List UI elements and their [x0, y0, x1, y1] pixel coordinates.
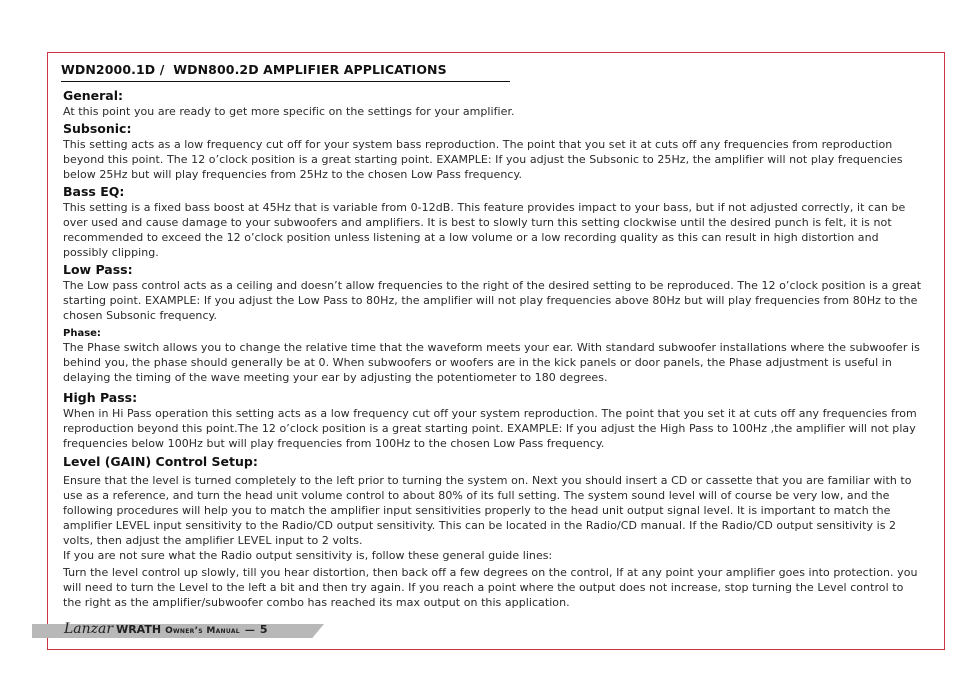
section-text-phase: The Phase switch allows you to change the relative time that the waveform meets your ear. With standard subwoofer installations where the subwoofer is behind you, the phase should generally be at 0. When subwoofers or woofers are in the kick panels or door panels, the Phase adjustment is useful in delaying the timing of the wave meeting your ear by adjusting the potentiometer to 180 degrees. [63, 341, 920, 384]
section-bass-eq [63, 184, 923, 260]
section-high-pass [63, 390, 923, 451]
section-low-pass [63, 262, 923, 323]
section-text-bass-eq: This setting is a fixed bass boost at 45Hz that is variable from 0-12dB. This feature provides impact to your bass, but if not adjusted correctly, it can be over used and cause damage to your subwoofers and amplifiers. It is best to slowly turn this setting clockwise until the desired punch is felt, it is not recommended to exceed the 12 o’clock position unless listening at a low volume or a low recording quality as this can result in high distortion and possibly clipping. [63, 201, 906, 259]
section-phase [63, 327, 923, 385]
document-body [63, 88, 923, 610]
section-heading-level-gain: Level (GAIN) Control Setup: [63, 454, 258, 469]
section-general [63, 88, 923, 119]
section-level-gain [63, 454, 923, 610]
section-text-level-gain-2: If you are not sure what the Radio output sensitivity is, follow these general guide lines: [63, 549, 553, 562]
manual-label: Owner’s Manual [165, 626, 240, 636]
title-underline [61, 81, 510, 82]
section-text-low-pass: The Low pass control acts as a ceiling and doesn’t allow frequencies to the right of the desired setting to be reproduced. The 12 o’clock position is a great starting point. EXAMPLE: If you adjust the Low Pass to 80Hz, the amplifier will not play frequencies above 80Hz but will play frequencies from 80Hz to the chosen Subsonic frequency. [63, 279, 922, 322]
product-name: WRATH [116, 623, 162, 636]
section-heading-high-pass: High Pass: [63, 390, 138, 405]
section-text-level-gain-1: Ensure that the level is turned completely to the left prior to turning the system on. Next you should insert a CD or cassette that you are familiar with to use as a reference, and turn the head unit volume control to about 80% of its full setting. The system sound level will of course be very low, and the following procedures will help you to match the amplifier input sensitivities properly to the head unit output signal level. It is important to match the amplifier LEVEL input sensitivity to the Radio/CD output sensitivity. This can be located in the Radio/CD manual. If the Radio/CD output sensitivity is 2 volts, then adjust the amplifier LEVEL input to 2 volts. [63, 474, 912, 547]
brand-logo: Lanzar [64, 621, 114, 637]
section-heading-subsonic: Subsonic: [63, 121, 132, 136]
section-heading-phase: Phase: [63, 328, 101, 339]
section-text-subsonic: This setting acts as a low frequency cut off for your system bass reproduction. The point that you set it at cuts off any frequencies from reproduction beyond this point. The 12 o’clock position is a great starting point. EXAMPLE: If you adjust the Subsonic to 25Hz, the amplifier will not play frequencies below 25Hz but will play frequencies from 25Hz to the chosen Low Pass frequency. [63, 138, 903, 181]
page-number: 5 [259, 623, 268, 636]
footer-separator: — [244, 625, 255, 636]
section-text-level-gain-3: Turn the level control up slowly, till you hear distortion, then back off a few degrees on the control, If at any point your amplifier goes into protection. you will need to turn the Level to the left a bit and then try again. If you reach a point where the output does not increase, stop turning the Level control to the right as the amplifier/subwoofer combo has reached its max output on this application. [63, 566, 918, 609]
page-footer [64, 621, 268, 639]
section-text-high-pass: When in Hi Pass operation this setting acts as a low frequency cut off your system reproduction. The point that you set it at cuts off any frequencies from reproduction beyond this point.The 12 o’clock position is a great starting point. EXAMPLE: If you adjust the High Pass to 100Hz ,the amplifier will not play frequencies below 100Hz but will play frequencies from 100Hz to the chosen Low Pass frequency. [63, 407, 917, 450]
section-text-general: At this point you are ready to get more specific on the settings for your amplifier. [63, 105, 515, 118]
section-heading-bass-eq: Bass EQ: [63, 184, 125, 199]
section-subsonic [63, 121, 923, 182]
section-heading-general: General: [63, 88, 123, 103]
section-heading-low-pass: Low Pass: [63, 262, 133, 277]
page-title: WDN2000.1D / WDN800.2D AMPLIFIER APPLICATIONS [61, 62, 447, 77]
